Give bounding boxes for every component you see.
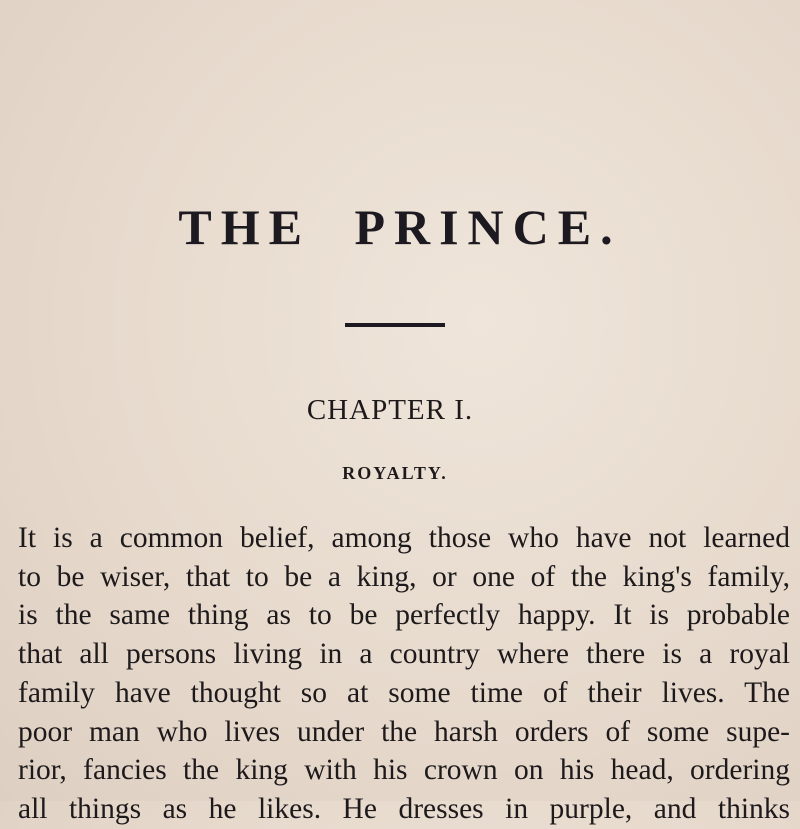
text-line: It is a common belief, among those who have not learned — [18, 522, 790, 554]
text-line: to be wiser, that to be a king, or one of the king's family, — [18, 560, 790, 593]
text-line: is the same thing as to be perfectly happy. It is probable — [18, 599, 790, 632]
title-divider — [345, 323, 445, 327]
text-line: family have thought so at some time of their lives. The — [18, 676, 790, 709]
text-line: that all persons living in a country where there is a royal — [18, 638, 790, 671]
text-line: all things as he likes. He dresses in purple, and thinks — [18, 792, 790, 825]
chapter-heading: CHAPTER I. — [306, 394, 474, 426]
text-line: rior, fancies the king with his crown on his head, ordering — [18, 754, 790, 787]
text-line: poor man who lives under the harsh orders of some supe- — [18, 715, 790, 748]
chapter-subtitle: ROYALTY. — [342, 463, 448, 483]
book-title: THE PRINCE. — [178, 199, 622, 255]
body-text — [18, 519, 790, 829]
